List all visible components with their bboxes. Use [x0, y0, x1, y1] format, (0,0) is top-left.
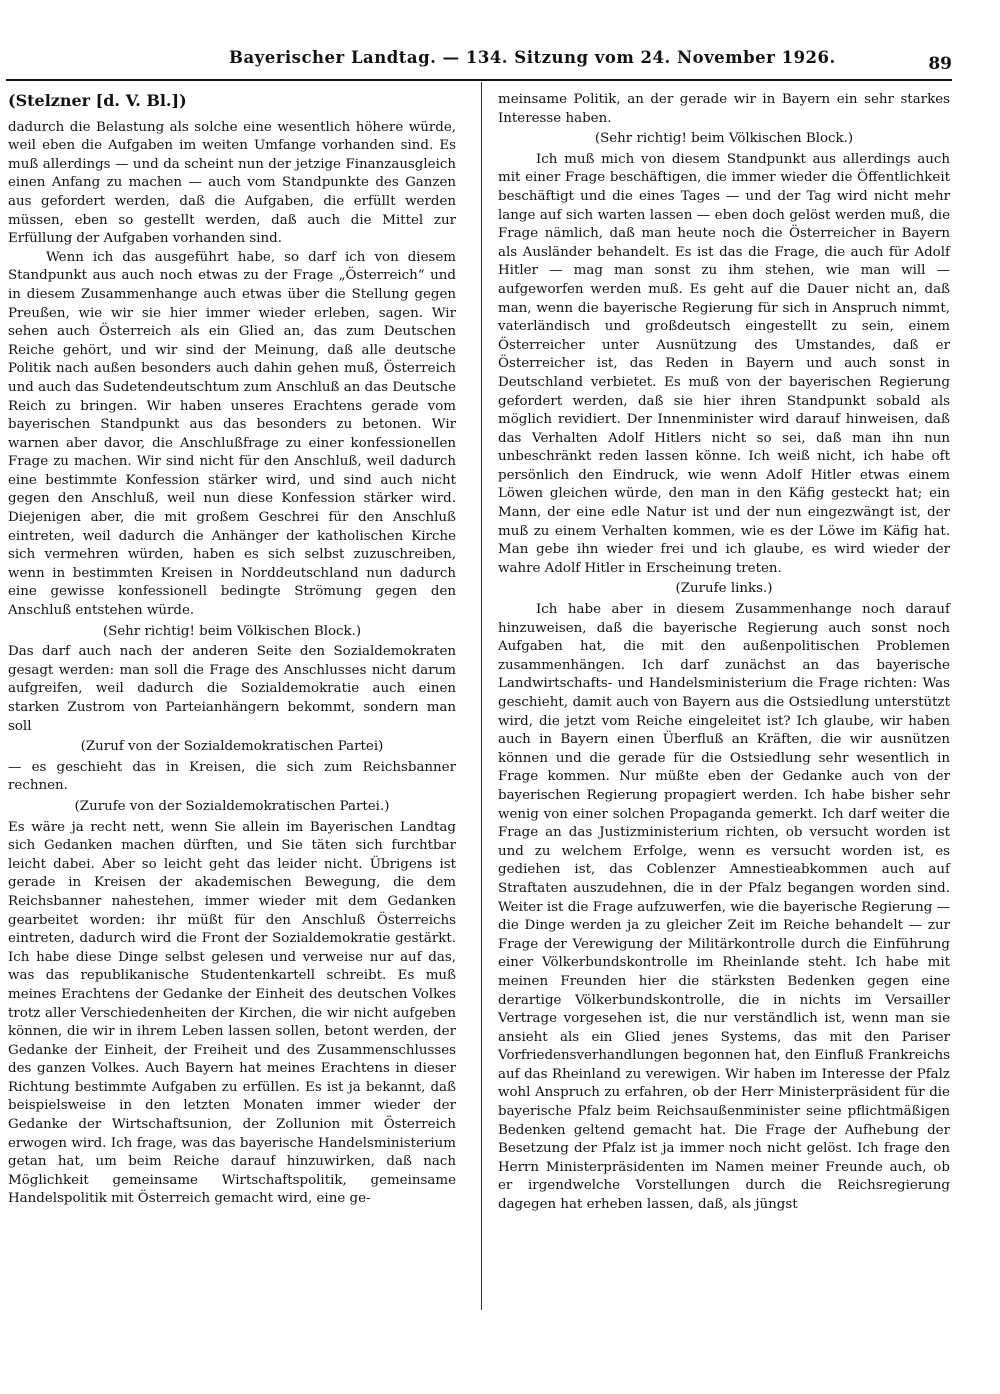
paragraph: dadurch die Belastung als solche eine wesentlich höhere würde, weil eben die Aufgaben im weiten Umfange vorhanden sind. Es muß allerdings — und da scheint nun der jetzige Finanzausgleich einen Anfang zu machen — auch vom Standpunkte des Ganzen aus gefordert werden, daß die Aufgaben, die erfüllt werden müssen, eben so gestellt werden, daß auch die Mittel zur Erfüllung der Aufgaben vorhanden sind. — [8, 119, 456, 247]
interjection: (Zurufe von der Sozialdemokratischen Partei.) — [74, 798, 390, 814]
paragraph: Ich muß mich von diesem Standpunkt aus allerdings auch mit einer Frage beschäftigen, die immer wieder die Öffentlichkeit beschäftigt und die eines Tages — und der Tag wird nicht mehr lange auf sich warten lassen — eben doch gelöst werden muß, die Frage nämlich, daß man heute noch die Österreicher in Bayern als Ausländer behandelt. Es ist das die Frage, die auch für Adolf Hitler — mag man sonst zu ihm stehen, wie man will — aufgeworfen werden muß. Es geht auf die Dauer nicht an, daß man, wenn die bayerische Regierung für sich in Anspruch nimmt, vaterländisch und großdeutsch eingestellt zu sein, einem Österreicher unter Ausnützung des Umstandes, daß er Österreicher ist, das Reden in Bayern und auch sonst in Deutschland verbietet. Es muß von der bayerischen Regierung gefordert werden, daß sie hier ihren Standpunkt sobald als möglich revidiert. Der Innenminister wird darauf hinweisen, daß das Verhalten Adolf Hitlers nicht so sei, daß man ihn nun unbeschränkt reden lassen könne. Ich weiß nicht, ich habe oft persönlich den Eindruck, wie wenn Adolf Hitler etwas einem Löwen gleichen würde, den man in den Käfig gesteckt hat; ein Mann, der eine edle Natur ist und der nun eingezwängt ist, der muß zu einem Verhalten kommen, wie es der Löwe im Käfig hat. Man gebe ihn wieder frei und ich glaube, es wird wieder der wahre Adolf Hitler in Erscheinung treten. — [498, 151, 950, 576]
page-header — [0, 0, 1000, 80]
paragraph: meinsame Politik, an der gerade wir in Bayern ein sehr starkes Interesse haben. — [498, 92, 950, 126]
header-rule — [6, 79, 952, 81]
column-divider — [481, 82, 482, 1310]
interjection: (Sehr richtig! beim Völkischen Block.) — [102, 623, 362, 639]
paragraph: Das darf auch nach der anderen Seite den Sozialdemokraten gesagt werden: man soll die Frage des Anschlusses nicht darum aufgreifen, weil dadurch die Sozialdemokratie auch einen starken Zustrom von Parteianhängern bekommt, sondern man soll — [8, 644, 456, 734]
interjection: (Zuruf von der Sozialdemokratischen Partei) — [80, 739, 384, 755]
speaker-label: (Stelzner [d. V. Bl.]) — [8, 91, 187, 110]
right-column — [498, 91, 950, 1215]
left-column — [8, 88, 456, 1209]
interjection: (Zurufe links.) — [675, 581, 773, 597]
interjection: (Sehr richtig! beim Völkischen Block.) — [594, 131, 854, 147]
page-number: 89 — [928, 54, 952, 74]
paragraph: — es geschieht das in Kreisen, die sich zum Reichsbanner rechnen. — [8, 759, 456, 794]
running-head: Bayerischer Landtag. — 134. Sitzung vom 24. November 1926. — [229, 48, 836, 67]
paragraph: Ich habe aber in diesem Zusammenhange noch darauf hinzuweisen, daß die bayerische Regierung auch sonst noch Aufgaben hat, die mit den außenpolitischen Problemen zusammenhängen. Ich darf zunächst an das bayerische Landwirtschafts- und Handelsministerium die Frage richten: Was geschieht, damit auch von Bayern aus die Ostsiedlung unterstützt wird, die jetzt vom Reiche eingeleitet ist? Ich glaube, wir haben auch in Bayern einen Überfluß an Kräften, die wir ausnützen können und die gerade für die Ostsiedlung sehr wesentlich in Frage kommen. Nur müßte eben der Gedanke auch von der bayerischen Regierung propagiert werden. Ich habe bisher sehr wenig von einer solchen Propaganda gemerkt. Ich darf weiter die Frage an das Justizministerium richten, ob versucht worden ist und zu welchem Erfolge, wenn es versucht worden ist, es gediehen ist, das Coblenzer Amnestieabkommen auch auf Straftaten auszudehnen, die in der Pfalz begangen worden sind. Weiter ist die Frage aufzuwerfen, wie die bayerische Regierung — die Dinge werden ja zu gleicher Zeit im Reiche behandelt — zur Frage der Verewigung der Militärkontrolle durch die Einführung einer Völkerbundskontrolle im Rheinlande steht. Ich habe mit meinen Freunden hier die stärksten Bedenken gegen eine derartige Völkerbundskontrolle, die in nichts im Versailler Vertrage vorgesehen ist, die nur verständlich ist, wenn man sie ansieht als ein Glied jenes Systems, das mit den Pariser Vorfriedensverhandlungen begonnen hat, den Einfluß Frankreichs auf das Rheinland zu verewigen. Wir haben im Interesse der Pfalz wohl Anspruch zu erfahren, ob der Herr Ministerpräsident für die bayerische Pfalz beim Reichsaußenminister seine pflichtmäßigen Bedenken geltend gemacht hat. Die Frage der Aufhebung der Besetzung der Pfalz ist ja immer noch nicht gelöst. Ich frage den Herrn Ministerpräsidenten im Namen meiner Freunde auch, ob er irgendwelche Vorstellungen durch die Reichsregierung dagegen hat erheben lassen, daß, als jüngst — [498, 602, 950, 1213]
paragraph: Wenn ich das ausgeführt habe, so darf ich von diesem Standpunkt aus auch noch etwas zu der Frage „Österreich“ und in diesem Zusammenhange auch etwas über die Stellung gegen Preußen, wie wir sie hier immer wieder erleben, sagen. Wir sehen auch Österreich als ein Glied an, das zum Deutschen Reiche gehört, und wir sind der Meinung, daß alle deutsche Politik nach außen besonders auch dahin gehen muß, Österreich und auch das Sudetendeutschtum zum Anschluß an das Deutsche Reich zu bringen. Wir haben unseres Erachtens gerade vom bayerischen Standpunkt aus das besonders zu betonen. Wir warnen aber davor, die Anschlußfrage zu einer konfessionellen Frage zu machen. Wir sind nicht für den Anschluß, weil dadurch eine bestimmte Konfession stärker wird, und sind auch nicht gegen den Anschluß, weil nun diese Konfession stärker wird. Diejenigen aber, die mit großem Geschrei für den Anschluß eintreten, weil dadurch die Anhänger der katholischen Kirche sich vermehren würden, haben es sich selbst zuzuschreiben, wenn in bestimmten Kreisen in Norddeutschland nun dadurch eine gewisse konfessionell bedingte Strömung gegen den Anschluß entstehen würde. — [8, 249, 456, 619]
paragraph: Es wäre ja recht nett, wenn Sie allein im Bayerischen Landtag sich Gedanken machen dürften, und Sie täten sich furchtbar leicht dabei. Aber so leicht geht das leider nicht. Übrigens ist gerade in Kreisen der akademischen Bewegung, die dem Reichsbanner nahestehen, immer wieder mit dem Gedanken gearbeitet worden: ihr müßt für den Anschluß Österreichs eintreten, dadurch wird die Front der Sozialdemokratie gestärkt. Ich habe diese Dinge selbst gelesen und verweise nur auf das, was das republikanische Studentenkartell schreibt. Es muß meines Erachtens der Gedanke der Einheit des deutschen Volkes trotz aller Verschiedenheiten der Kirchen, die wir nicht aufgeben können, die wir in ihrem Leben lassen sollen, betont werden, der Gedanke der Einheit, der Freiheit und des Zusammenschlusses des ganzen Volkes. Auch Bayern hat meines Erachtens in dieser Richtung bestimmte Aufgaben zu erfüllen. Es ist ja bekannt, daß beispielsweise in den letzten Monaten immer wieder der Gedanke der Wirtschaftsunion, der Zollunion mit Österreich erwogen wird. Ich frage, was das bayerische Handelsministerium getan hat, um beim Reiche darauf hinzuwirken, daß nach Möglichkeit gemeinsame Wirtschaftspolitik, gemeinsame Handelspolitik mit Österreich gemacht wird, eine ge- — [8, 819, 456, 1207]
